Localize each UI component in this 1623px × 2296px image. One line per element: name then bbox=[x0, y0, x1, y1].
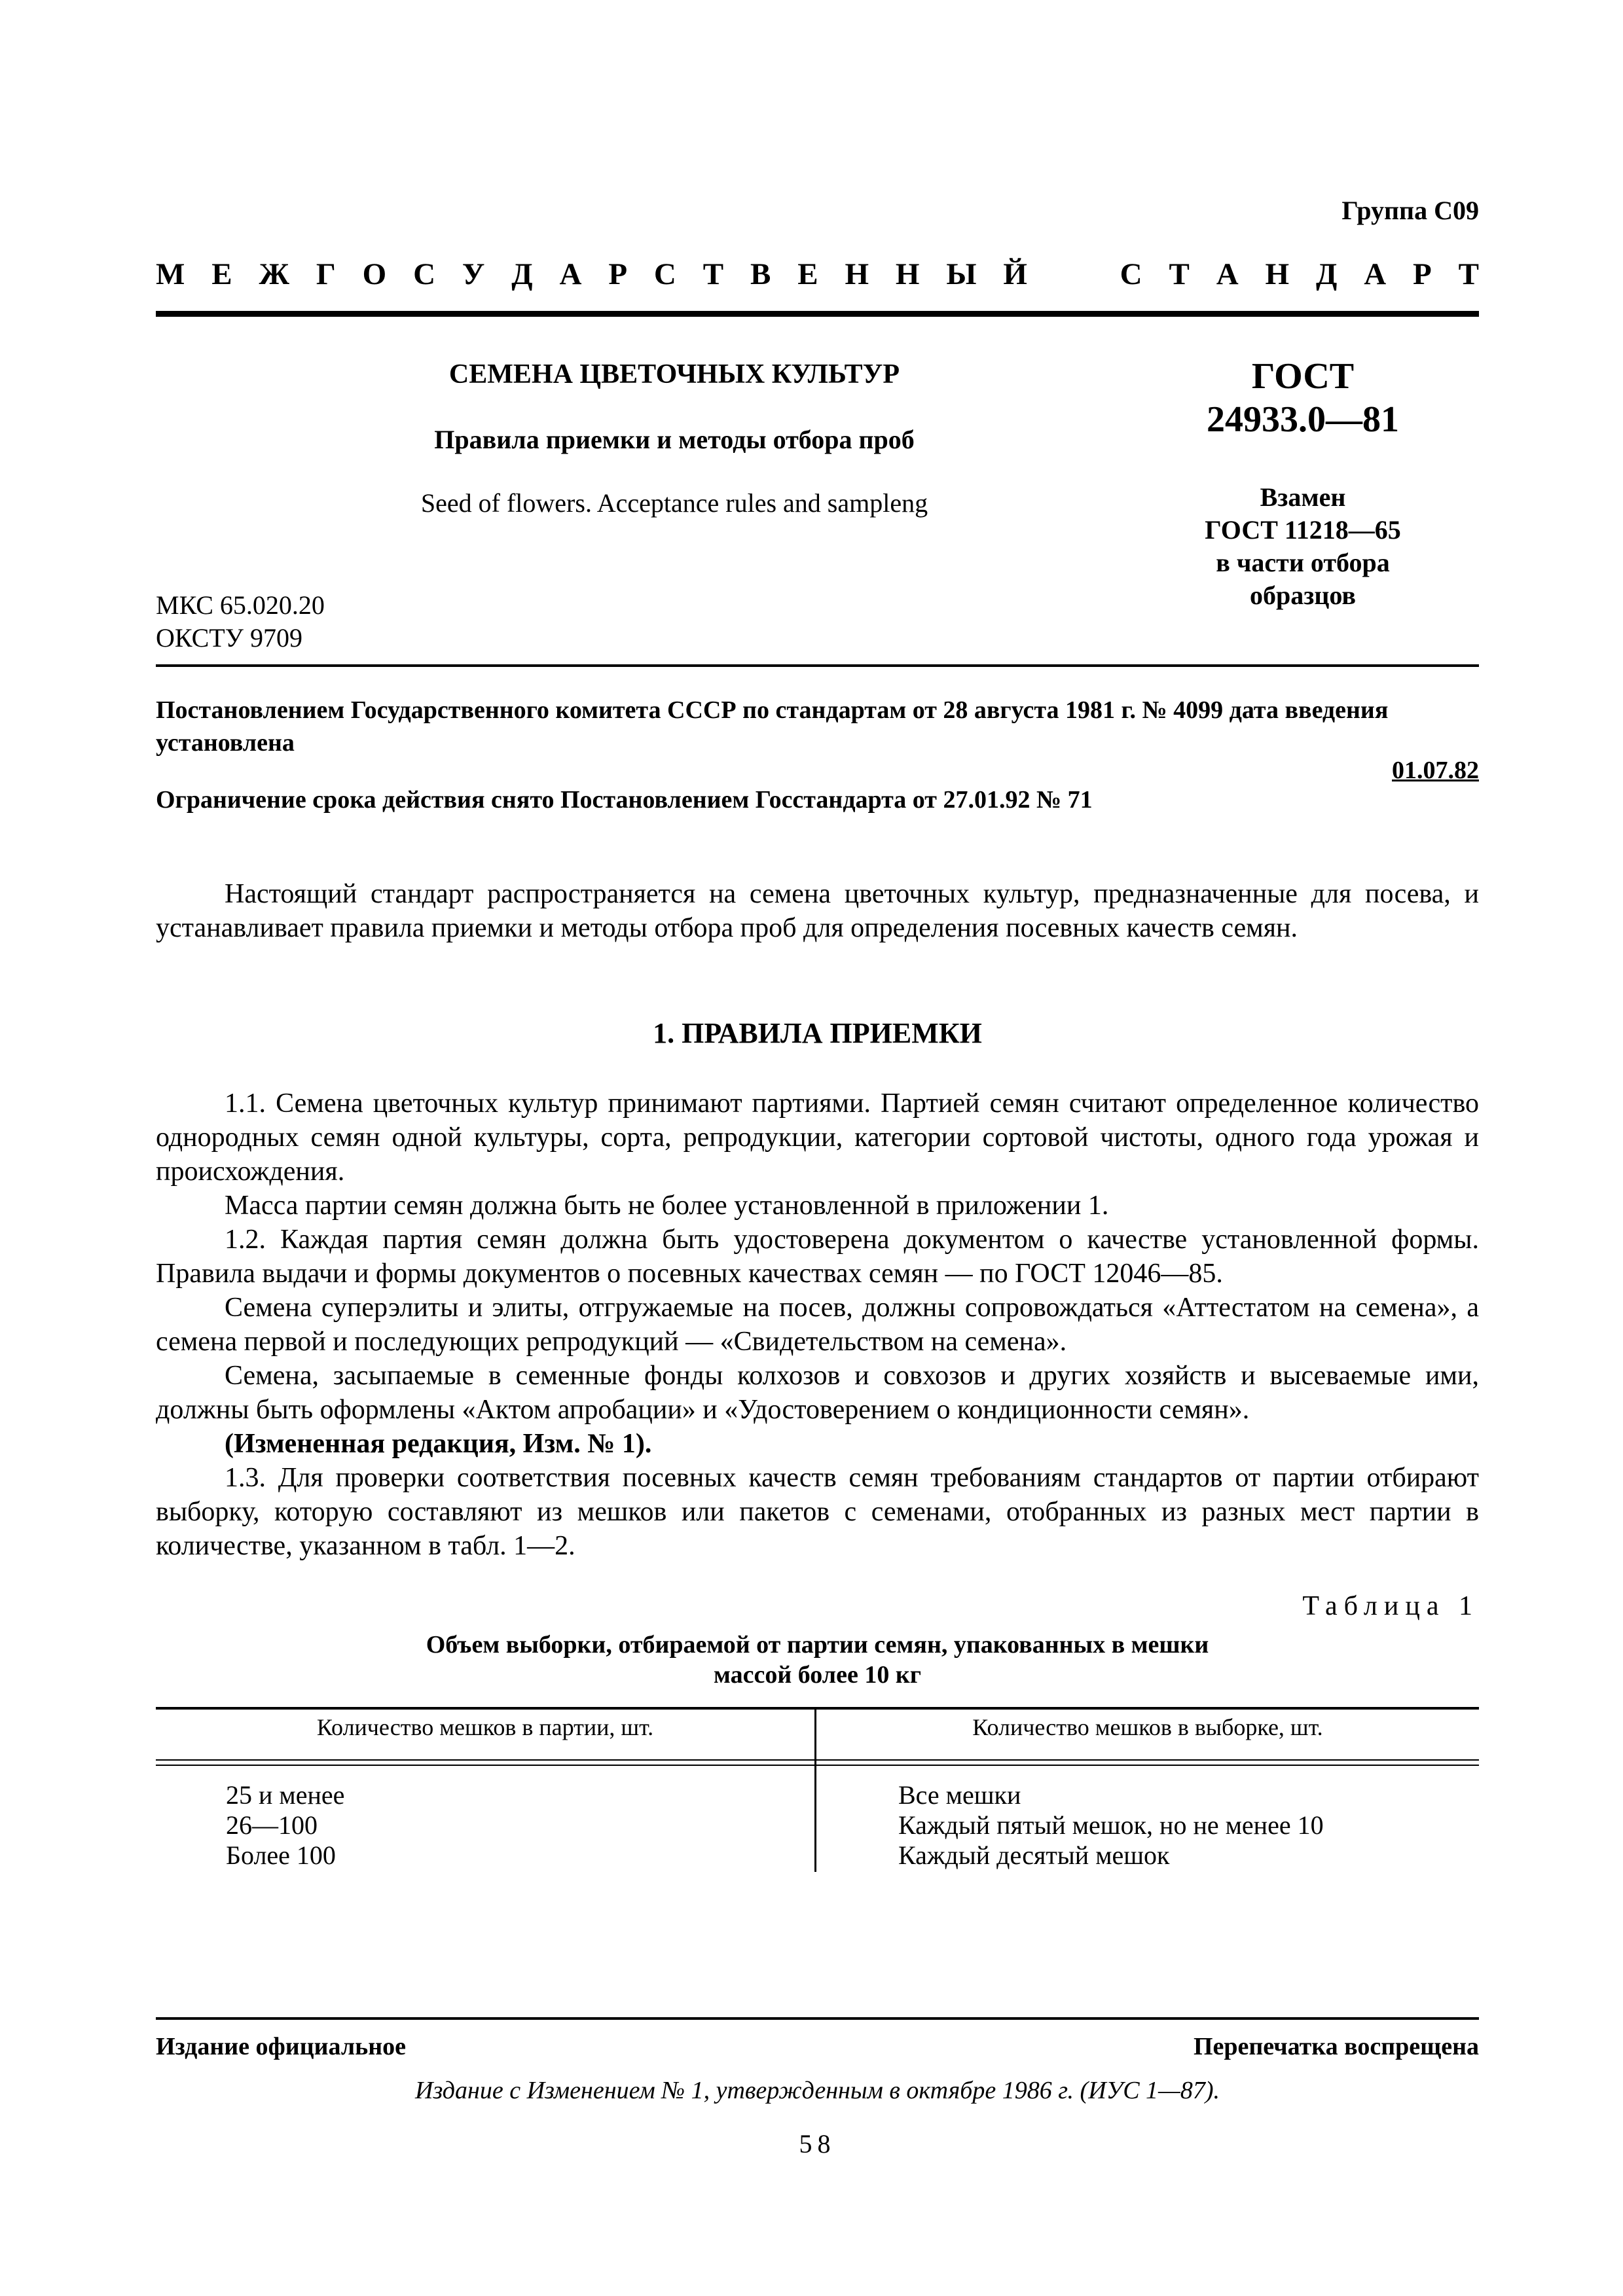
table-cell: Каждый пятый мешок, но не менее 10 bbox=[898, 1810, 1324, 1840]
table-header-rule bbox=[156, 1765, 1479, 1766]
standard-letter: Й bbox=[1003, 257, 1027, 291]
edition-note: Издание с Изменением № 1, утвержденным в октябре 1986 г. (ИУС 1—87). bbox=[415, 2077, 1220, 2104]
standard-letter: Т bbox=[702, 257, 724, 291]
standard-letter: С bbox=[413, 257, 436, 291]
standard-letter: Н bbox=[895, 257, 920, 291]
table-label: Таблица 1 bbox=[1302, 1591, 1479, 1621]
table-caption bbox=[156, 1630, 1479, 1690]
standard-letter: У bbox=[462, 257, 485, 291]
standard-letter: Ж bbox=[259, 257, 289, 291]
standard-letter: Р bbox=[1413, 257, 1432, 291]
paragraph: Масса партии семян должна быть не более установленной в приложении 1. bbox=[225, 1191, 1109, 1221]
table-cell: Каждый десятый мешок bbox=[898, 1840, 1170, 1870]
mks-code: МКС 65.020.20 bbox=[156, 590, 325, 620]
page-number: 58 bbox=[799, 2129, 836, 2159]
replaces-line: Взамен bbox=[1260, 482, 1346, 512]
header-rule bbox=[156, 311, 1479, 317]
standard-letter: Г bbox=[316, 257, 336, 291]
table-header-cell: Количество мешков в выборке, шт. bbox=[972, 1714, 1323, 1740]
table-header-rule bbox=[156, 1759, 1479, 1761]
paragraph: 1.2. Каждая партия семян должна быть удостоверена документом о качестве установленной формы. Правила выдачи и формы документов о посевных качествах семян — по ГОСТ 12046—85. bbox=[156, 1225, 1479, 1289]
footer-rule bbox=[156, 2017, 1479, 2020]
document-subtitle: Правила приемки и методы отбора проб bbox=[434, 425, 915, 454]
standard-letter: А bbox=[559, 257, 582, 291]
standard-letter: Д bbox=[511, 257, 533, 291]
standard-letter: Ы bbox=[946, 257, 977, 291]
replaces-line: образцов bbox=[1250, 581, 1356, 610]
standard-letter: А bbox=[1364, 257, 1387, 291]
group-code: Группа С09 bbox=[1341, 196, 1479, 225]
limitation-note: Ограничение срока действия снято Постановлением Госстандарта от 27.01.92 № 71 bbox=[156, 786, 1093, 814]
paragraph: Семена суперэлиты и элиты, отгружаемые на посев, должны сопровождаться «Аттестатом на семена», а семена первой и последующих репродукций — «Свидетельством на семена». bbox=[156, 1293, 1479, 1357]
standard-letter: Н bbox=[845, 257, 869, 291]
paragraph: 1.3. Для проверки соответствия посевных качеств семян требованиям стандартов от партии отбирают выборку, которую составляют из мешков или пакетов с семенами, отобранных из разных мест партии в количестве, указанном в табл. 1—2. bbox=[156, 1463, 1479, 1561]
table-header-cell: Количество мешков в партии, шт. bbox=[316, 1714, 654, 1740]
official-edition-label: Издание официальное bbox=[156, 2033, 407, 2060]
table-column-left bbox=[226, 1780, 344, 1871]
standard-letter: Н bbox=[1265, 257, 1290, 291]
standard-letter: В bbox=[750, 257, 771, 291]
standard-letter: О bbox=[362, 257, 387, 291]
standard-letter: М bbox=[156, 257, 185, 291]
standard-letter: Д bbox=[1315, 257, 1338, 291]
standard-letter: Е bbox=[211, 257, 232, 291]
standard-letter: С bbox=[1120, 257, 1142, 291]
paragraph: Семена, засыпаемые в семенные фонды колхозов и совхозов и других хозяйств и высеваемые ими, должны быть оформлены «Актом апробации» и «Удостоверением о кондиционности семян». bbox=[156, 1361, 1479, 1425]
paragraph: 1.1. Семена цветочных культур принимают партиями. Партией семян считают определенное количество однородных семян одной культуры, сорта, репродукции, категории сортовой чистоты, одного года урожая и происхождения. bbox=[156, 1088, 1479, 1187]
replaces-line: ГОСТ 11218—65 bbox=[1205, 515, 1401, 545]
replaces-line: в части отбора bbox=[1216, 548, 1390, 577]
standard-letter: С bbox=[653, 257, 676, 291]
section-body bbox=[156, 1086, 1479, 1563]
table-caption-line: Объем выборки, отбираемой от партии семян, упакованных в мешки bbox=[426, 1631, 1209, 1659]
introduction-date: 01.07.82 bbox=[1392, 757, 1479, 784]
okstu-code: ОКСТУ 9709 bbox=[156, 623, 303, 653]
table-column-right bbox=[898, 1780, 1324, 1871]
gost-code: 24933.0—81 bbox=[1207, 399, 1399, 440]
intro-text: Настоящий стандарт распространяется на семена цветочных культур, предназначенные для посева, и устанавливает правила приемки и методы отбора проб для определения посевных качеств семян. bbox=[156, 879, 1479, 943]
amendment-note: (Измененная редакция, Изм. № 1). bbox=[225, 1429, 652, 1459]
intro-paragraph bbox=[156, 877, 1479, 945]
reprint-prohibited-label: Перепечатка воспрещена bbox=[1193, 2033, 1479, 2060]
table-cell: 25 и менее bbox=[226, 1780, 345, 1810]
standard-letter: А bbox=[1216, 257, 1239, 291]
table-top-rule bbox=[156, 1707, 1479, 1710]
table-cell: Более 100 bbox=[226, 1840, 336, 1870]
standard-letter: Т bbox=[1458, 257, 1479, 291]
word-gap bbox=[1054, 257, 1093, 292]
section-heading: 1. ПРАВИЛА ПРИЕМКИ bbox=[653, 1017, 982, 1049]
document-title: СЕМЕНА ЦВЕТОЧНЫХ КУЛЬТУР bbox=[448, 359, 900, 389]
replaces-block bbox=[1192, 481, 1414, 612]
gost-number bbox=[1192, 355, 1414, 441]
english-title: Seed of flowers. Acceptance rules and sampleng bbox=[420, 488, 928, 518]
table-column-divider bbox=[814, 1708, 816, 1872]
table-caption-line: массой более 10 кг bbox=[714, 1661, 921, 1689]
table-cell: Все мешки bbox=[898, 1780, 1021, 1810]
decree-text: Постановлением Государственного комитета СССР по стандартам от 28 августа 1981 г. № 4099 дата введения установлена bbox=[156, 696, 1389, 757]
classification-codes bbox=[156, 589, 325, 655]
standard-letter: Е bbox=[797, 257, 818, 291]
standard-letter: Т bbox=[1169, 257, 1190, 291]
title-block-rule bbox=[156, 664, 1479, 667]
interstate-standard-heading bbox=[156, 257, 1479, 292]
gost-label: ГОСТ bbox=[1251, 356, 1355, 397]
table-cell: 26—100 bbox=[226, 1810, 318, 1840]
standard-letter: Р bbox=[608, 257, 628, 291]
